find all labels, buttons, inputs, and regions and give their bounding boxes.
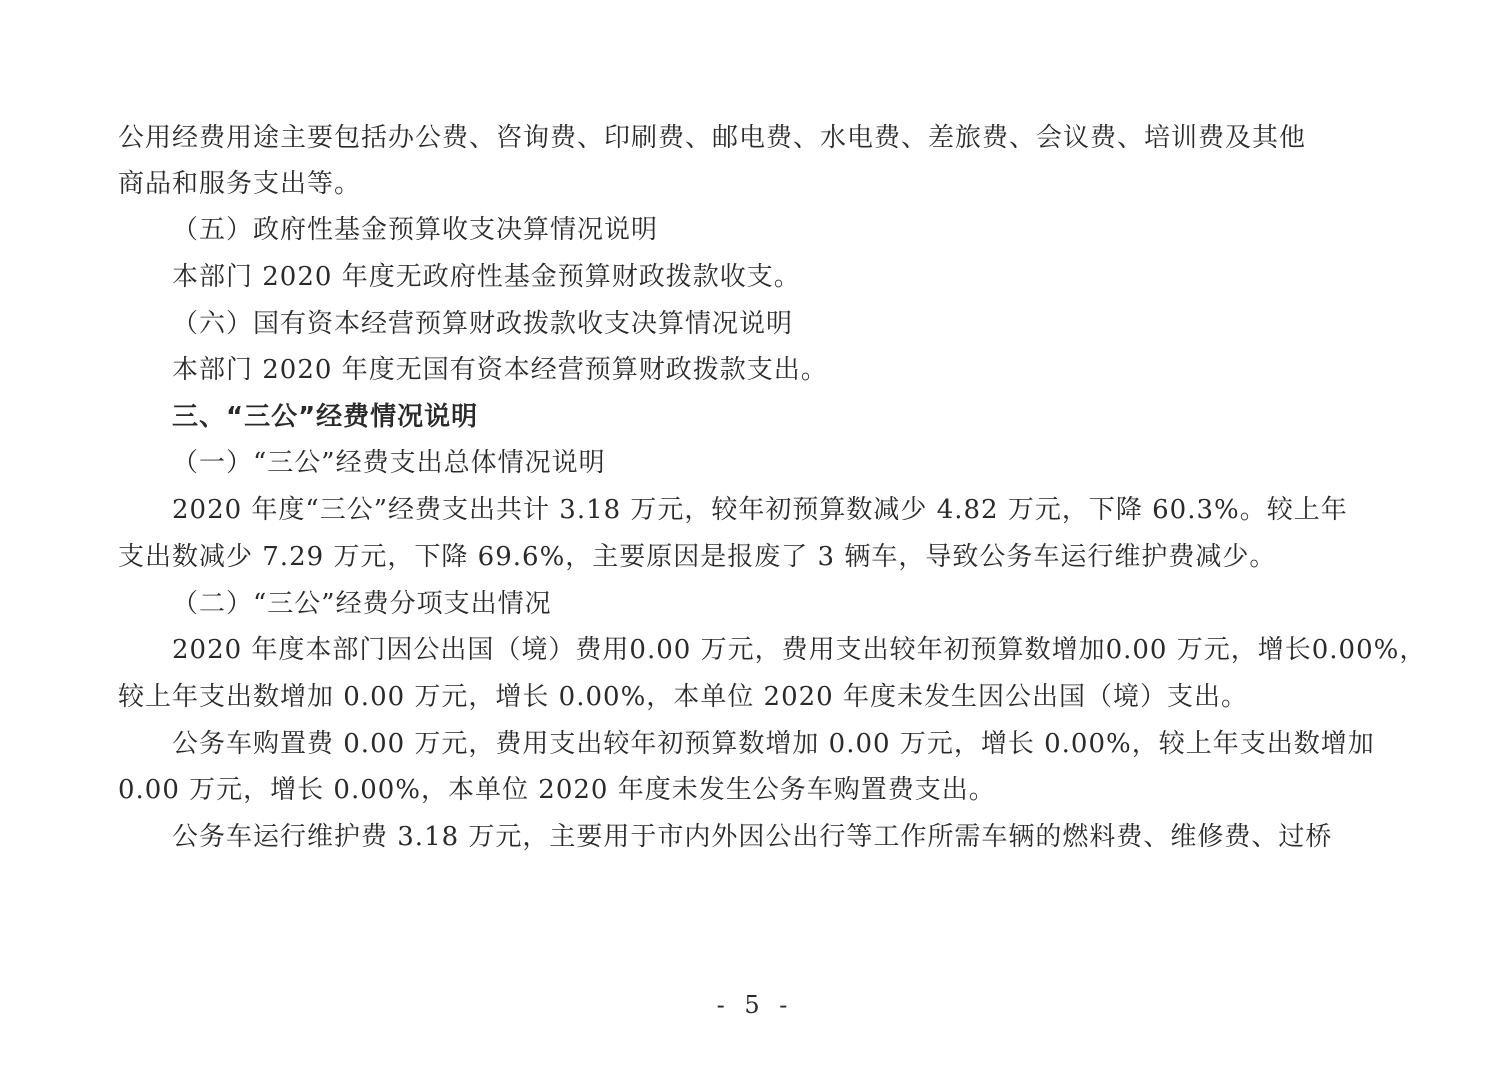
paragraph-line: 商品和服务支出等。 — [118, 169, 362, 199]
subsection-heading: （六）国有资本经营预算财政拨款收支决算情况说明 — [172, 309, 794, 339]
subsection-heading: （二）“三公”经费分项支出情况 — [172, 589, 552, 619]
paragraph-line: 公用经费用途主要包括办公费、咨询费、印刷费、邮电费、水电费、差旅费、会议费、培训费及其他 — [118, 123, 1307, 153]
paragraph-line: 公务车购置费 0.00 万元，费用支出较年初预算数增加 0.00 万元，增长 0.00%，较上年支出数增加 — [172, 729, 1375, 759]
subsection-heading: （一）“三公”经费支出总体情况说明 — [172, 448, 606, 478]
paragraph-line: 支出数减少 7.29 万元，下降 69.6%，主要原因是报废了 3 辆车，导致公务车运行维护费减少。 — [118, 542, 1277, 572]
paragraph-line: 本部门 2020 年度无政府性基金预算财政拨款收支。 — [172, 262, 801, 292]
paragraph-line: 公务车运行维护费 3.18 万元，主要用于市内外因公出行等工作所需车辆的燃料费、维修费、过桥 — [172, 822, 1333, 852]
paragraph-line: 2020 年度“三公”经费支出共计 3.18 万元，较年初预算数减少 4.82 万元，下降 60.3%。较上年 — [172, 495, 1348, 525]
paragraph-line: 较上年支出数增加 0.00 万元，增长 0.00%，本单位 2020 年度未发生因公出国（境）支出。 — [118, 682, 1248, 712]
section-heading: 三、“三公”经费情况说明 — [172, 402, 479, 432]
page-number: - 5 - — [716, 991, 794, 1019]
paragraph-line: 0.00 万元，增长 0.00%，本单位 2020 年度未发生公务车购置费支出。 — [118, 775, 996, 805]
paragraph-line: 2020 年度本部门因公出国（境）费用0.00 万元，费用支出较年初预算数增加0.00 万元，增长0.00%， — [172, 635, 1427, 665]
subsection-heading: （五）政府性基金预算收支决算情况说明 — [172, 215, 659, 245]
paragraph-line: 本部门 2020 年度无国有资本经营预算财政拨款支出。 — [172, 355, 828, 385]
